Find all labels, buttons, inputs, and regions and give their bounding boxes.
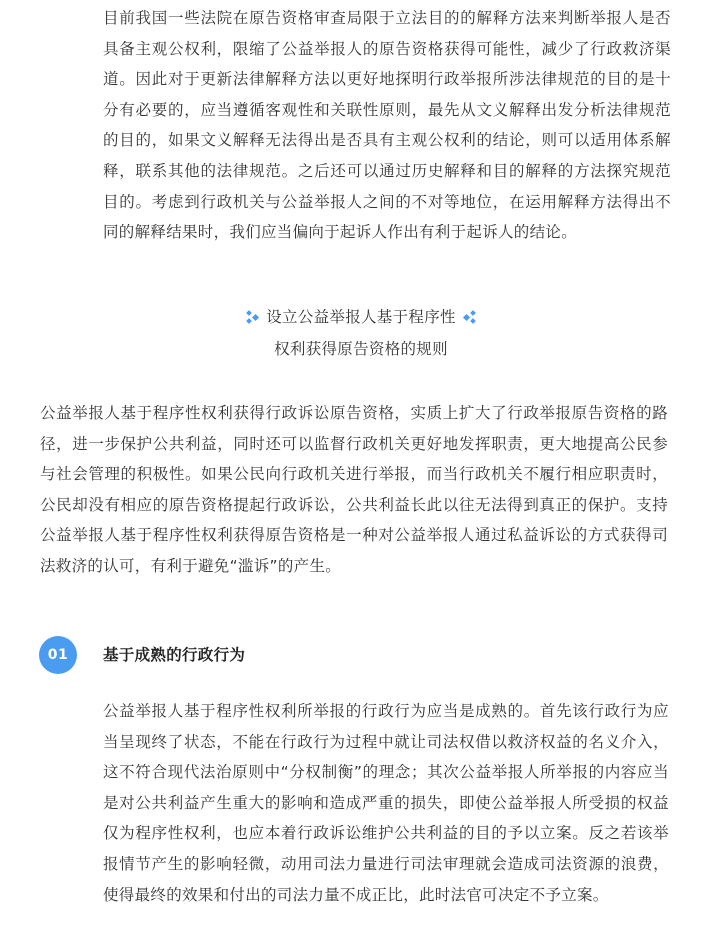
diamond-cluster-icon bbox=[246, 310, 260, 324]
section-title: 基于成熟的行政行为 bbox=[103, 646, 246, 664]
diamond-cluster-icon bbox=[462, 310, 476, 324]
rule-heading-line-2: 权利获得原告资格的规则 bbox=[274, 340, 448, 358]
intro-paragraph: 目前我国一些法院在原告资格审查局限于立法目的的解释方法来判断举报人是否具备主观公权利，限缩了公益举报人的原告资格获得可能性，减少了行政救济渠道。因此对于更新法律解释方法以更好地探明行政举报所涉法律规范的目的是十分有必要的，应当遵循客观性和关联性原则，最先从文义解释出发分析法律规范的目的，如果文义解释无法得出是否具有主观公权利的结论，则可以适用体系解释，联系其他的法律规范。之后还可以通过历史解释和目的解释的方法探究规范目的。考虑到行政机关与公益举报人之间的不对等地位，在运用解释方法得出不同的解释结果时，我们应当偏向于起诉人作出有利于起诉人的结论。 bbox=[103, 9, 671, 242]
rule-body-paragraph: 公益举报人基于程序性权利获得行政诉讼原告资格，实质上扩大了行政举报原告资格的路径，进一步保护公共利益，同时还可以监督行政机关更好地发挥职责，更大地提高公民参与社会管理的积极性。如果公民向行政机关进行举报，而当行政机关不履行相应职责时，公民却没有相应的原告资格提起行政诉讼，公共利益长此以往无法得到真正的保护。支持公益举报人基于程序性权利获得原告资格是一种对公益举报人通过私益诉讼的方式获得司法救济的认可，有利于避免“滥诉”的产生。 bbox=[40, 404, 668, 575]
rule-heading bbox=[0, 302, 722, 364]
rule-heading-line-1: 设立公益举报人基于程序性 bbox=[266, 308, 456, 326]
section-01-paragraph: 公益举报人基于程序性权利所举报的行政行为应当是成熟的。首先该行政行为应当呈现终了状态，不能在行政行为过程中就让司法权借以救济权益的名义介入，这不符合现代法治原则中“分权制衡”的理念；其次公益举报人所举报的内容应当是对公共利益产生重大的影响和造成严重的损失，即使公益举报人所受损的权益仅为程序性权利，也应本着行政诉讼维护公共利益的目的予以立案。反之若该举报情节产生的影响轻微，动用司法力量进行司法审理就会造成司法资源的浪费，使得最终的效果和付出的司法力量不成正比，此时法官可决定不予立案。 bbox=[103, 702, 669, 904]
section-number-badge: 01 bbox=[39, 636, 77, 674]
